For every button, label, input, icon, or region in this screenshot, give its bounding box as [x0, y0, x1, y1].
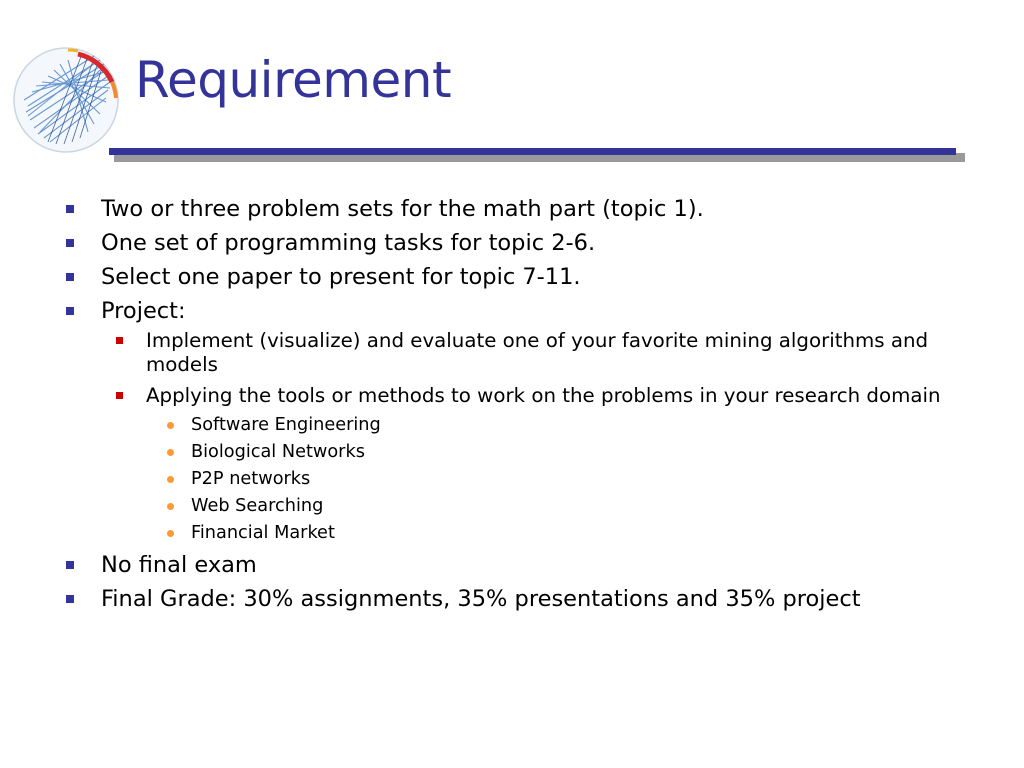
domain-text: Financial Market	[191, 523, 335, 543]
slide-title: Requirement	[135, 51, 452, 109]
square-bullet-icon	[66, 239, 74, 247]
square-bullet-icon	[116, 392, 123, 399]
bullet-text: No final exam	[101, 552, 257, 578]
sub-list-item	[0, 329, 1024, 377]
network-logo-icon	[8, 42, 124, 158]
dot-bullet-icon	[167, 449, 174, 456]
domain-item	[0, 521, 1024, 545]
bullet-text: Two or three problem sets for the math part (topic 1).	[101, 196, 704, 222]
bullet-text: Select one paper to present for topic 7-11.	[101, 264, 581, 290]
domain-text: Biological Networks	[191, 442, 365, 462]
dot-bullet-icon	[167, 476, 174, 483]
domain-item	[0, 440, 1024, 464]
square-bullet-icon	[116, 337, 123, 344]
list-item	[0, 193, 1024, 225]
domain-item	[0, 494, 1024, 518]
domain-text: P2P networks	[191, 469, 311, 489]
dot-bullet-icon	[167, 530, 174, 537]
bullet-text: Final Grade: 30% assignments, 35% presentations and 35% project	[101, 586, 861, 612]
list-item	[0, 583, 1024, 615]
square-bullet-icon	[66, 273, 74, 281]
list-item	[0, 227, 1024, 259]
domain-text: Software Engineering	[191, 415, 381, 435]
domain-item	[0, 467, 1024, 491]
sub-bullet-text: Implement (visualize) and evaluate one of your favorite mining algorithms and models	[146, 329, 929, 376]
list-item	[0, 261, 1024, 293]
domain-text: Web Searching	[191, 496, 324, 516]
square-bullet-icon	[66, 561, 74, 569]
dot-bullet-icon	[167, 503, 174, 510]
sub-bullet-text: Applying the tools or methods to work on the problems in your research domain	[146, 384, 941, 407]
bullet-text: One set of programming tasks for topic 2-6.	[101, 230, 596, 256]
title-rule	[109, 148, 956, 155]
dot-bullet-icon	[167, 422, 174, 429]
domain-item	[0, 413, 1024, 437]
square-bullet-icon	[66, 205, 74, 213]
list-item	[0, 549, 1024, 581]
slide-body	[0, 193, 1024, 617]
list-item	[0, 295, 1024, 327]
bullet-text: Project:	[101, 298, 186, 324]
square-bullet-icon	[66, 595, 74, 603]
square-bullet-icon	[66, 307, 74, 315]
sub-list-item	[0, 384, 1024, 408]
